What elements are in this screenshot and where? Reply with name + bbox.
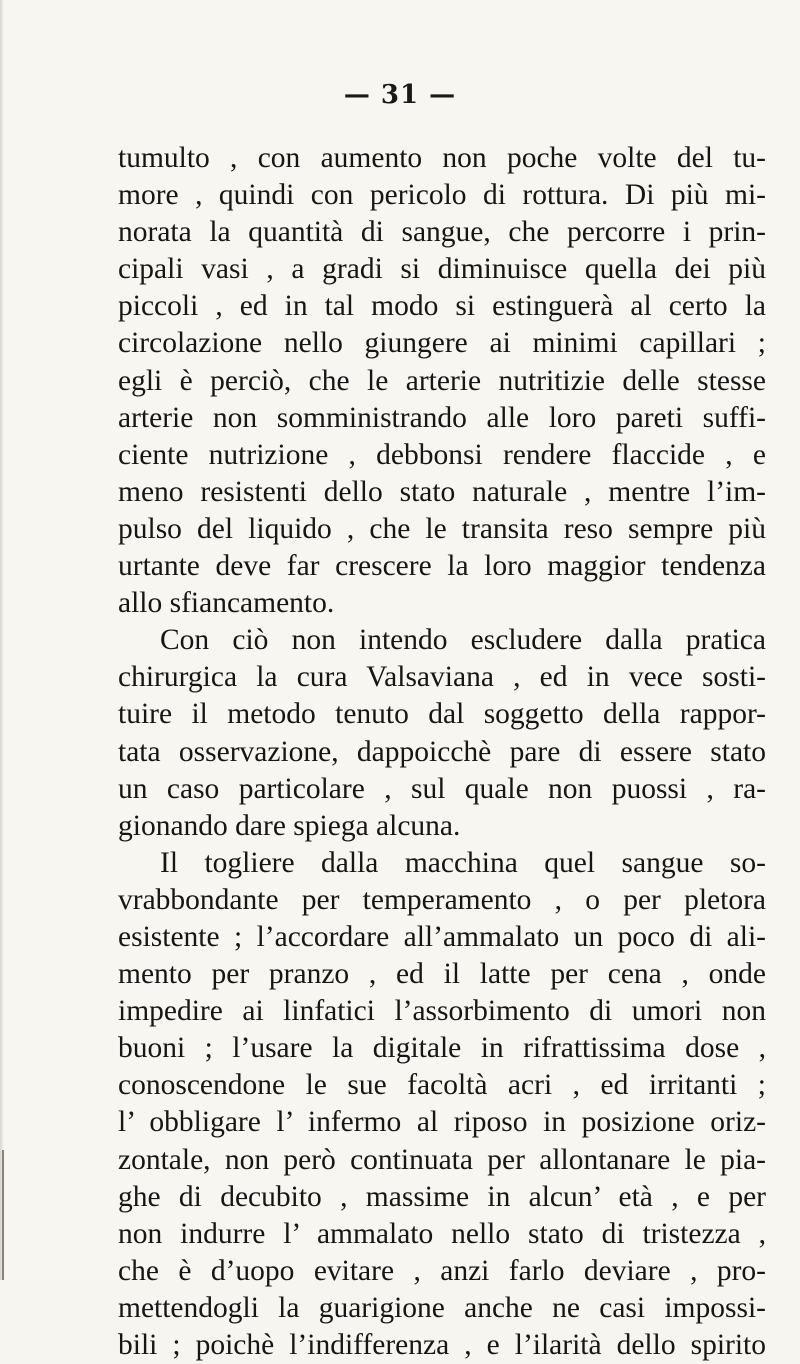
text-line: norata la quantità di sangue, che percorre i prin-	[118, 216, 766, 249]
text-line: cipali vasi , a gradi si diminuisce quella dei più	[118, 253, 766, 286]
text-line: non indurre l’ ammalato nello stato di tristezza ,	[118, 1217, 766, 1250]
text-line: tuire il metodo tenuto dal soggetto della rappor-	[118, 698, 766, 731]
text-line: che è d’uopo evitare , anzi farlo deviare , pro-	[118, 1254, 766, 1287]
text-line: un caso particolare , sul quale non puossi , ra-	[118, 772, 766, 805]
text-line: buoni ; l’usare la digitale in rifrattissima dose ,	[118, 1032, 766, 1065]
text-line: l’ obbligare l’ infermo al riposo in posizione oriz-	[118, 1106, 766, 1139]
text-line: Con ciò non intendo escludere dalla pratica	[160, 624, 766, 657]
text-line: esistente ; l’accordare all’ammalato un poco di ali-	[118, 920, 766, 953]
page-edge-shadow	[0, 0, 4, 1280]
text-line: egli è perciò, che le arterie nutritizie delle stesse	[118, 364, 766, 397]
text-line: ghe di decubito , massime in alcun’ età , e per	[118, 1180, 766, 1213]
text-line: zontale, non però continuata per allontanare le pia-	[118, 1143, 766, 1176]
text-line: mento per pranzo , ed il latte per cena , onde	[118, 958, 766, 991]
text-line: chirurgica la cura Valsaviana , ed in vece sosti-	[118, 661, 766, 694]
text-line: allo sfiancamento.	[118, 587, 335, 620]
text-line: ciente nutrizione , debbonsi rendere flaccide , e	[118, 438, 766, 471]
text-line: circolazione nello giungere ai minimi capillari ;	[118, 327, 766, 360]
text-line: mettendogli la guarigione anche ne casi impossi-	[118, 1291, 766, 1324]
text-line: meno resistenti dello stato naturale , mentre l’im-	[118, 475, 766, 508]
text-line: tumulto , con aumento non poche volte del tu-	[118, 142, 766, 174]
text-line: pulso del liquido , che le transita reso sempre più	[118, 512, 766, 545]
text-line: bili ; poichè l’indifferenza , e l’ilarità dello spirito	[118, 1329, 766, 1361]
text-line: urtante deve far crescere la loro maggior tendenza	[118, 550, 766, 583]
text-line: vrabbondante per temperamento , o per pletora	[118, 883, 766, 916]
text-line: gionando dare spiega alcuna.	[118, 809, 461, 842]
text-line: impedire ai linfatici l’assorbimento di umori non	[118, 995, 766, 1028]
text-line: conoscendone le sue facoltà acri , ed irritanti ;	[118, 1069, 766, 1102]
text-line: piccoli , ed in tal modo si estinguerà al certo la	[118, 290, 766, 323]
page-edge-mark	[2, 1150, 4, 1280]
page-number: — 31 —	[343, 80, 457, 110]
text-line: arterie non somministrando alle loro pareti suffi-	[118, 401, 766, 434]
text-line: Il togliere dalla macchina quel sangue so-	[160, 846, 766, 879]
text-line: tata osservazione, dappoicchè pare di essere stato	[118, 735, 766, 768]
text-line: more , quindi con pericolo di rottura. Di più mi-	[118, 179, 766, 212]
body-text	[118, 140, 766, 1364]
